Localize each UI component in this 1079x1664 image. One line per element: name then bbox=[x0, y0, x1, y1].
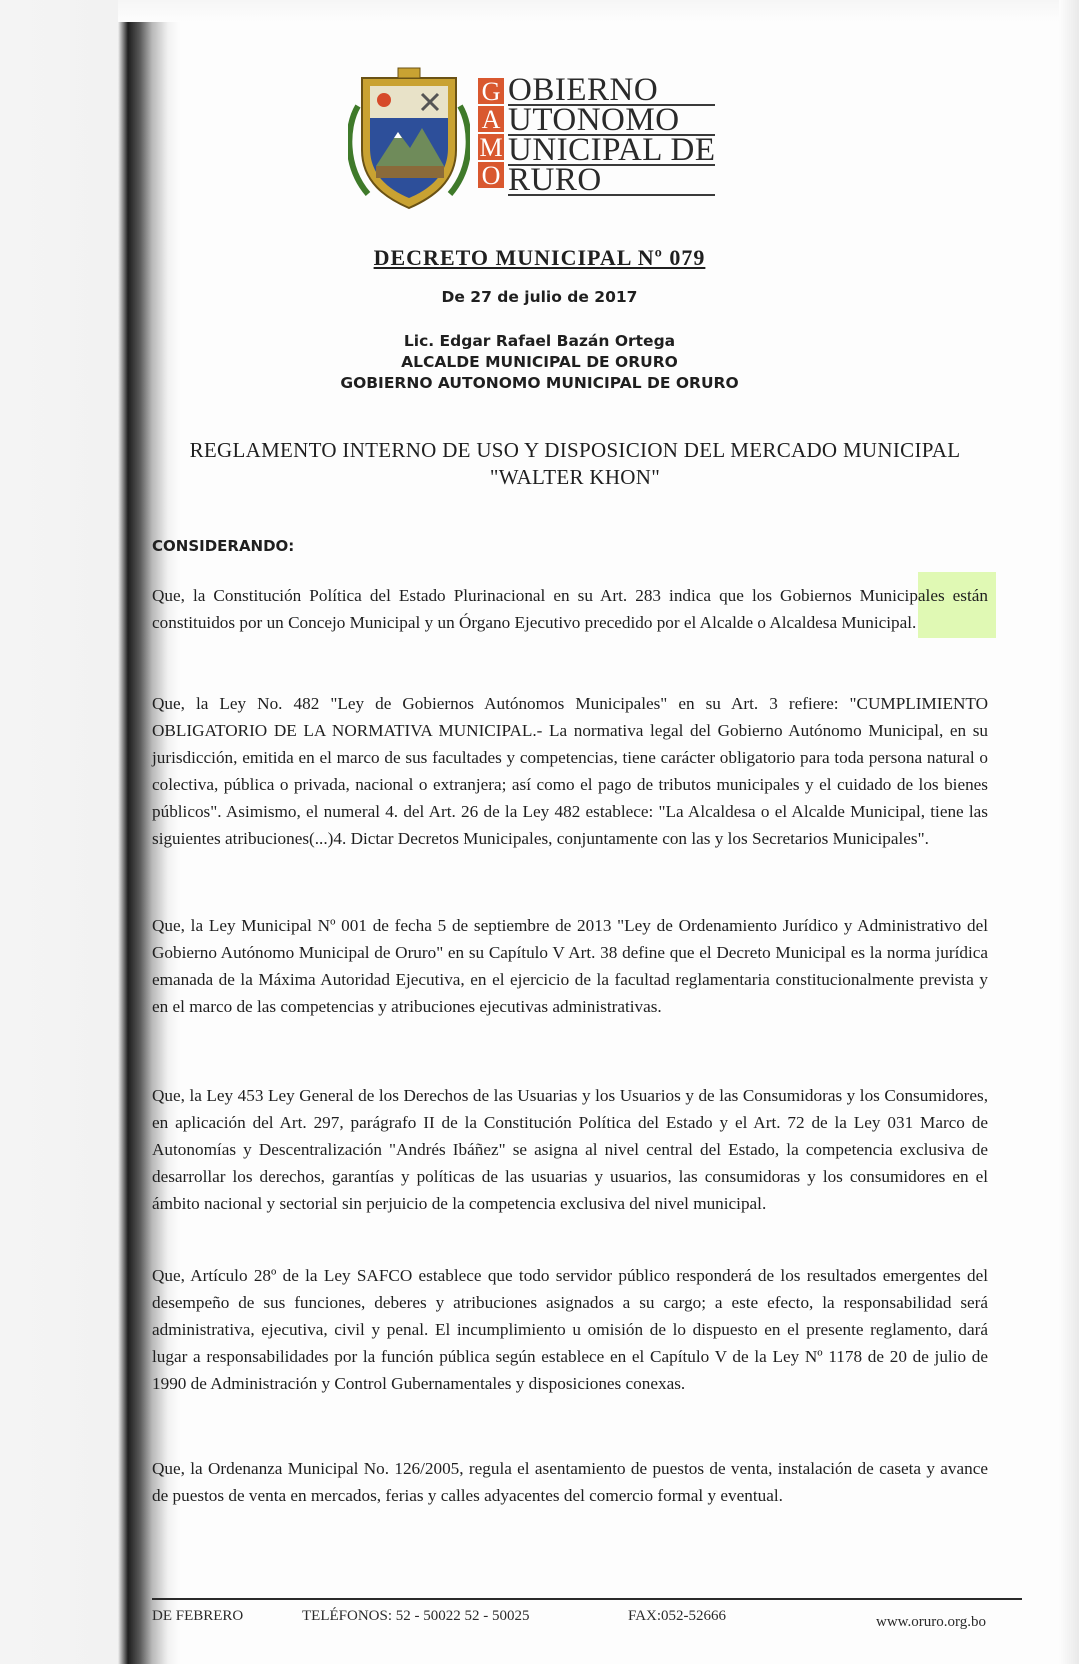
gamo-acronym-block bbox=[478, 78, 504, 190]
gamo-letter: A bbox=[478, 106, 504, 132]
considerando-paragraph: Que, la Constitución Política del Estado Plurinacional en su Art. 283 indica que los Gobiernos Municipales están constituidos por un Concejo Municipal y un Órgano Ejecutivo precedido por el Alcalde o Alcaldesa Municipal. bbox=[152, 586, 988, 632]
gamo-letter: M bbox=[479, 133, 503, 162]
considerando-paragraph: Que, Artículo 28º de la Ley SAFCO establece que todo servidor público responderá de los resultados emergentes del desempeño de sus funciones, deberes y atribuciones asignados a su cargo; a este efecto, la responsabilidad será administrativa, ejecutiva, civil y penal. El incumplimiento u omisión de lo dispuesto en el presente reglamento, dará lugar a responsabilidades por la función pública según establece en el Capítulo V de la Ley Nº 1178 de 20 de julio de 1990 de Administración y Control Gubernamentales y disposiciones conexas. bbox=[152, 1266, 988, 1393]
gamo-letter: G bbox=[478, 78, 504, 104]
org-line: OBIERNO bbox=[508, 76, 715, 106]
signatory-name: Lic. Edgar Rafael Bazán Ortega bbox=[403, 332, 676, 350]
decree-title: DECRETO MUNICIPAL Nº 079 bbox=[373, 245, 706, 270]
organization-name bbox=[508, 72, 716, 198]
gamo-letter: O bbox=[478, 162, 504, 188]
org-line: UTONOMO bbox=[508, 106, 715, 136]
considerando-paragraph: Que, la Ordenanza Municipal No. 126/2005, regula el asentamiento de puestos de venta, instalación de caseta y avance de puestos de venta en mercados, ferias y calles adyacentes del comercio formal y eventual. bbox=[152, 1459, 988, 1505]
considerando-paragraph: Que, la Ley No. 482 "Ley de Gobiernos Autónomos Municipales" en su Art. 3 refiere: "CUMPLIMIENTO OBLIGATORIO DE LA NORMATIVA MUNICIPAL.- La normativa legal del Gobierno Autónomo Municipal, en su jurisdicción, emitida en el marco de sus facultades y competencias, tiene carácter obligatorio para toda persona natural o colectiva, pública o privada, nacional o extranjera; así como el pago de tributos municipales y el cuidado de los bienes públicos". Asimismo, el numeral 4. del Art. 26 de la Ley 482 establece: "La Alcaldesa o el Alcalde Municipal, tiene las siguientes atribuciones(...)4. Dictar Decretos Municipales, conjuntamente con las y los Secretarios Municipales". bbox=[152, 694, 988, 848]
considerando-heading: CONSIDERANDO: bbox=[152, 537, 295, 555]
signatory-organization: GOBIERNO AUTONOMO MUNICIPAL DE ORURO bbox=[340, 374, 739, 392]
signatory-role: ALCALDE MUNICIPAL DE ORURO bbox=[401, 353, 678, 371]
footer-divider bbox=[152, 1598, 1022, 1600]
regulation-title-line-1: REGLAMENTO INTERNO DE USO Y DISPOSICION DEL MERCADO MUNICIPAL bbox=[189, 438, 961, 462]
regulation-title-line-2: "WALTER KHON" bbox=[489, 465, 661, 489]
footer-address: DE FEBRERO bbox=[152, 1608, 244, 1624]
decree-date: De 27 de julio de 2017 bbox=[441, 288, 638, 306]
considerando-paragraph: Que, la Ley 453 Ley General de los Derechos de las Usuarias y los Usuarios y de las Consumidoras y los Consumidores, en aplicación del Art. 297, parágrafo II de la Constitución Política del Estado y el Art. 72 de la Ley 031 Marco de Autonomías y Descentralización "Andrés Ibáñez" se asigna al nivel central del Estado, la competencia exclusiva de desarrollar los derechos, garantías y políticas de las usuarias y usuarios, las consumidoras y los consumidores en el ámbito nacional y sectorial sin perjuicio de la competencia exclusiva del nivel municipal. bbox=[152, 1086, 988, 1213]
footer-website[interactable]: www.oruro.org.bo bbox=[876, 1614, 986, 1630]
org-line: UNICIPAL DE bbox=[508, 132, 716, 168]
footer-fax: FAX:052-52666 bbox=[628, 1608, 727, 1624]
oruro-coat-of-arms-logo bbox=[348, 66, 470, 214]
org-line: RURO bbox=[508, 166, 715, 196]
considerando-paragraph: Que, la Ley Municipal Nº 001 de fecha 5 de septiembre de 2013 "Ley de Ordenamiento Jurídico y Administrativo del Gobierno Autónomo Municipal de Oruro" en su Capítulo V Art. 38 define que el Decreto Municipal es la norma jurídica emanada de la Máxima Autoridad Ejecutiva, en el ejercicio de la facultad reglamentaria constitucionalmente prevista y en el marco de las competencias y atribuciones ejecutivas administrativas. bbox=[152, 916, 988, 1016]
footer-phones: TELÉFONOS: 52 - 50022 52 - 50025 bbox=[302, 1608, 530, 1624]
